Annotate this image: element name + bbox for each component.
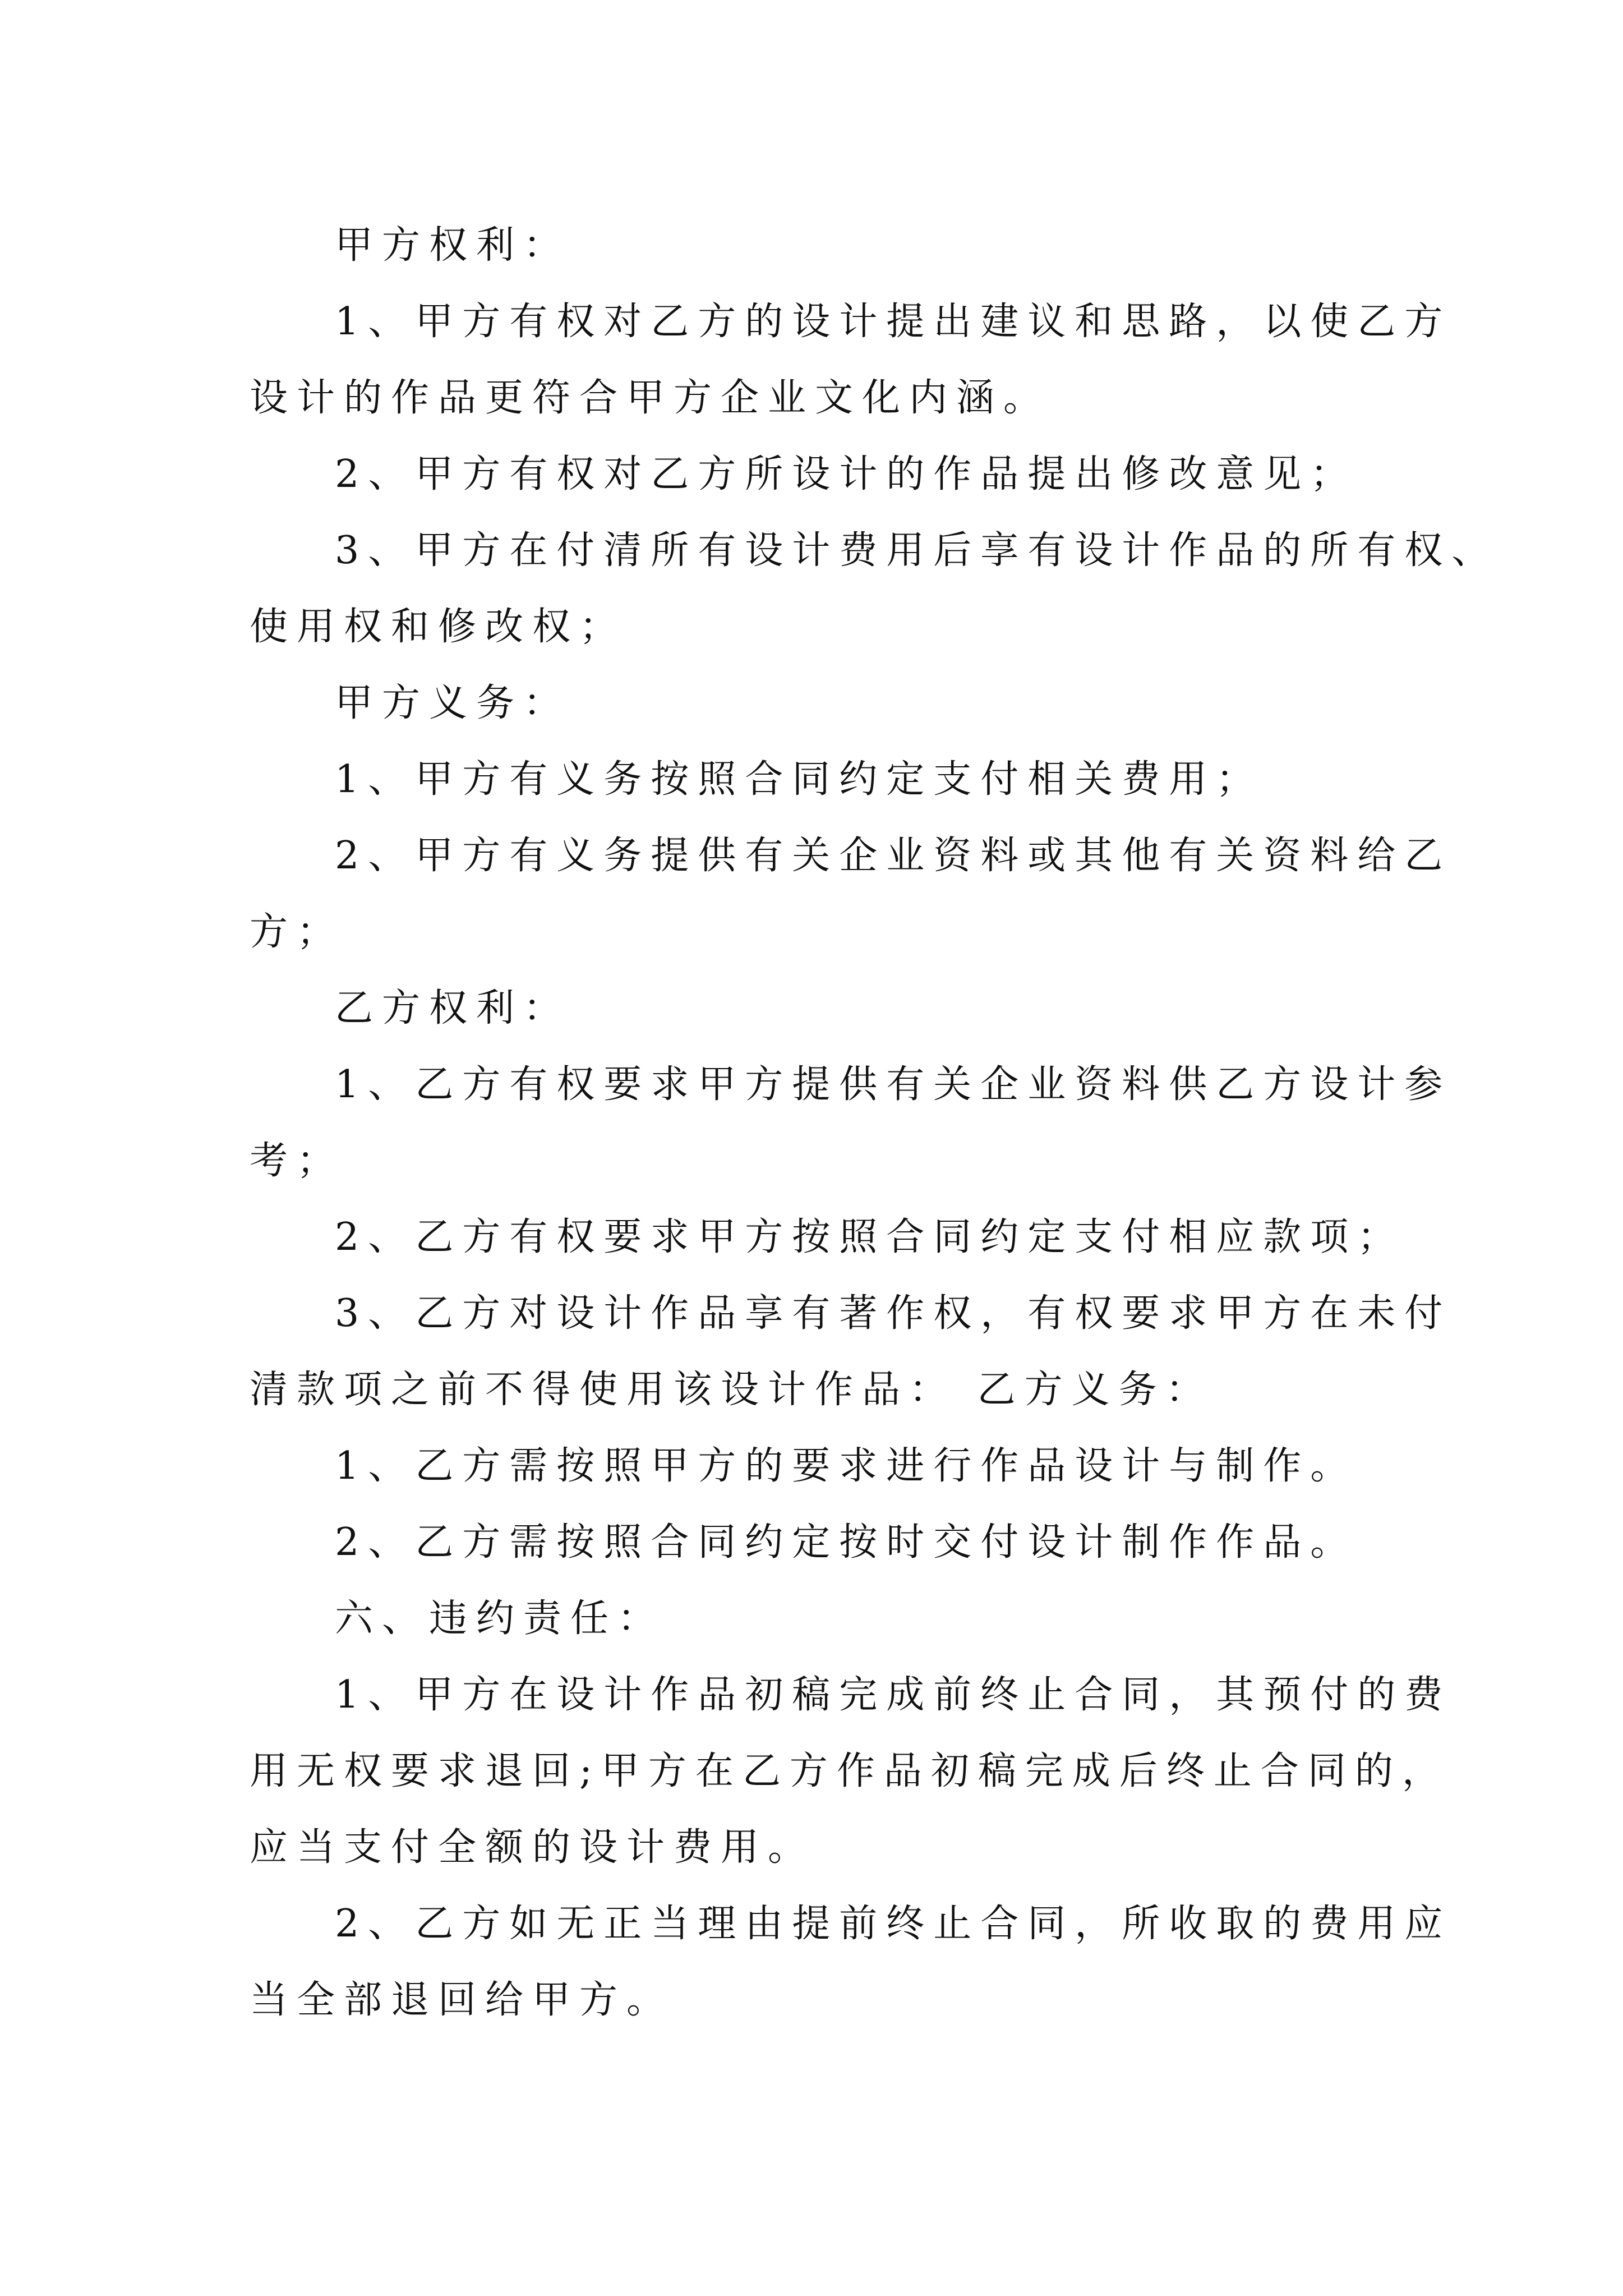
paragraph-line: 1、甲方有义务按照合同约定支付相关费用； (335, 757, 1264, 802)
paragraph-line: 2、乙方需按照合同约定按时交付设计制作作品。 (335, 1520, 1358, 1565)
paragraph-line: 用无权要求退回;甲方在乙方作品初稿完成后终止合同的， (250, 1749, 1449, 1793)
paragraph (250, 1199, 1405, 1276)
paragraph-line: 3、甲方在付清所有设计费用后享有设计作品的所有权、 (335, 528, 1499, 573)
paragraph-line: 甲方义务： (335, 681, 571, 725)
paragraph (250, 1047, 1452, 1199)
paragraph-line: 应当支付全额的设计费用。 (250, 1825, 815, 1870)
paragraph (250, 665, 1394, 742)
paragraph (250, 284, 1452, 436)
paragraph (250, 818, 1452, 970)
paragraph (250, 1886, 1452, 2039)
paragraph-line: 2、甲方有权对乙方所设计的作品提出修改意见； (335, 452, 1358, 496)
paragraph-line: 方； (250, 910, 344, 954)
paragraph-line: 2、甲方有义务提供有关企业资料或其他有关资料给乙 (335, 834, 1452, 878)
paragraph-line: 乙方权利： (335, 986, 571, 1030)
paragraph-line: 甲方权利： (335, 223, 571, 268)
paragraph-line: 2、乙方有权要求甲方按照合同约定支付相应款项； (335, 1215, 1405, 1259)
paragraph-line: 考； (250, 1139, 344, 1183)
paragraph-line: 3、乙方对设计作品享有著作权，有权要求甲方在未付 (335, 1291, 1452, 1336)
paragraph-line: 2、乙方如无正当理由提前终止合同，所收取的费用应 (335, 1902, 1452, 1946)
document-body (250, 208, 1499, 2039)
paragraph (250, 1276, 1452, 1428)
paragraph (250, 1428, 1394, 1504)
paragraph (250, 970, 1394, 1047)
paragraph-line: 1、甲方有权对乙方的设计提出建议和思路，以使乙方 (335, 300, 1452, 344)
paragraph (250, 1504, 1394, 1581)
paragraph (250, 742, 1394, 818)
paragraph (250, 436, 1394, 513)
paragraph-line: 六、违约责任： (335, 1596, 665, 1641)
paragraph (250, 1657, 1452, 1886)
paragraph (250, 513, 1499, 665)
paragraph (250, 208, 1394, 284)
paragraph-line: 1、乙方需按照甲方的要求进行作品设计与制作。 (335, 1444, 1358, 1488)
paragraph-line: 1、甲方在设计作品初稿完成前终止合同，其预付的费 (335, 1673, 1452, 1717)
paragraph (250, 1581, 1394, 1657)
paragraph-line: 设计的作品更符合甲方企业文化内涵。 (250, 376, 1051, 420)
paragraph-line: 清款项之前不得使用该设计作品： 乙方义务： (250, 1368, 1213, 1412)
paragraph-line: 1、乙方有权要求甲方提供有关企业资料供乙方设计参 (335, 1062, 1452, 1107)
paragraph-line: 使用权和修改权； (250, 605, 627, 649)
paragraph-line: 当全部退回给甲方。 (250, 1978, 674, 2022)
